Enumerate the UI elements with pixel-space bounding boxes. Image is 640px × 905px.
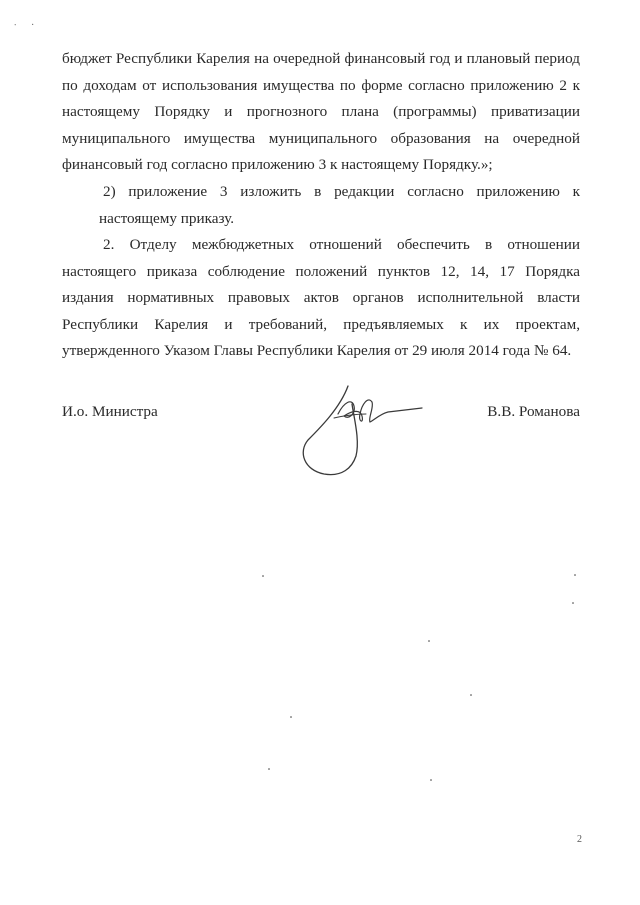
scan-speck (428, 640, 430, 642)
text-line: Республики Карелия и требований, предъявляемых к их проектам, (62, 315, 580, 333)
text-line: по доходам от использования имущества по форме согласно приложению 2 к (62, 76, 580, 94)
paragraph-continued (62, 46, 580, 179)
scan-speck (290, 716, 292, 718)
text-line: муниципального имущества муниципального образования на очередной (62, 129, 580, 147)
page-number: 2 (577, 834, 582, 845)
text-line: бюджет Республики Карелия на очередной финансовый год и плановый период (62, 50, 580, 67)
scan-corner-mark: ∙ · (14, 20, 41, 31)
scan-speck (262, 575, 264, 577)
signer-name: В.В. Романова (487, 403, 580, 420)
position-title: И.о. Министра (62, 403, 158, 420)
text-line: настоящего приказа соблюдение положений пунктов 12, 14, 17 Порядка (62, 262, 580, 280)
text-line: издания нормативных правовых актов органов исполнительной власти (62, 289, 580, 306)
paragraph-2 (62, 232, 580, 365)
text-line: 2. Отделу межбюджетных отношений обеспечить в отношении (103, 236, 580, 253)
text-line: настоящему Порядку и прогнозного плана (программы) приватизации (62, 103, 580, 120)
handwritten-signature (290, 378, 430, 488)
scan-speck (574, 574, 576, 576)
list-item-2 (99, 179, 580, 232)
scan-speck (470, 694, 472, 696)
text-line: настоящему приказу. (99, 209, 235, 227)
text-line: финансовый год согласно приложению 3 к настоящему Порядку.»; (62, 156, 493, 173)
text-line: утвержденного Указом Главы Республики Карелия от 29 июля 2014 года № 64. (62, 342, 572, 359)
text-line: 2) приложение 3 изложить в редакции согласно приложению к (103, 183, 580, 200)
scan-speck (268, 768, 270, 770)
scan-speck (430, 779, 432, 781)
scan-speck (572, 602, 574, 604)
